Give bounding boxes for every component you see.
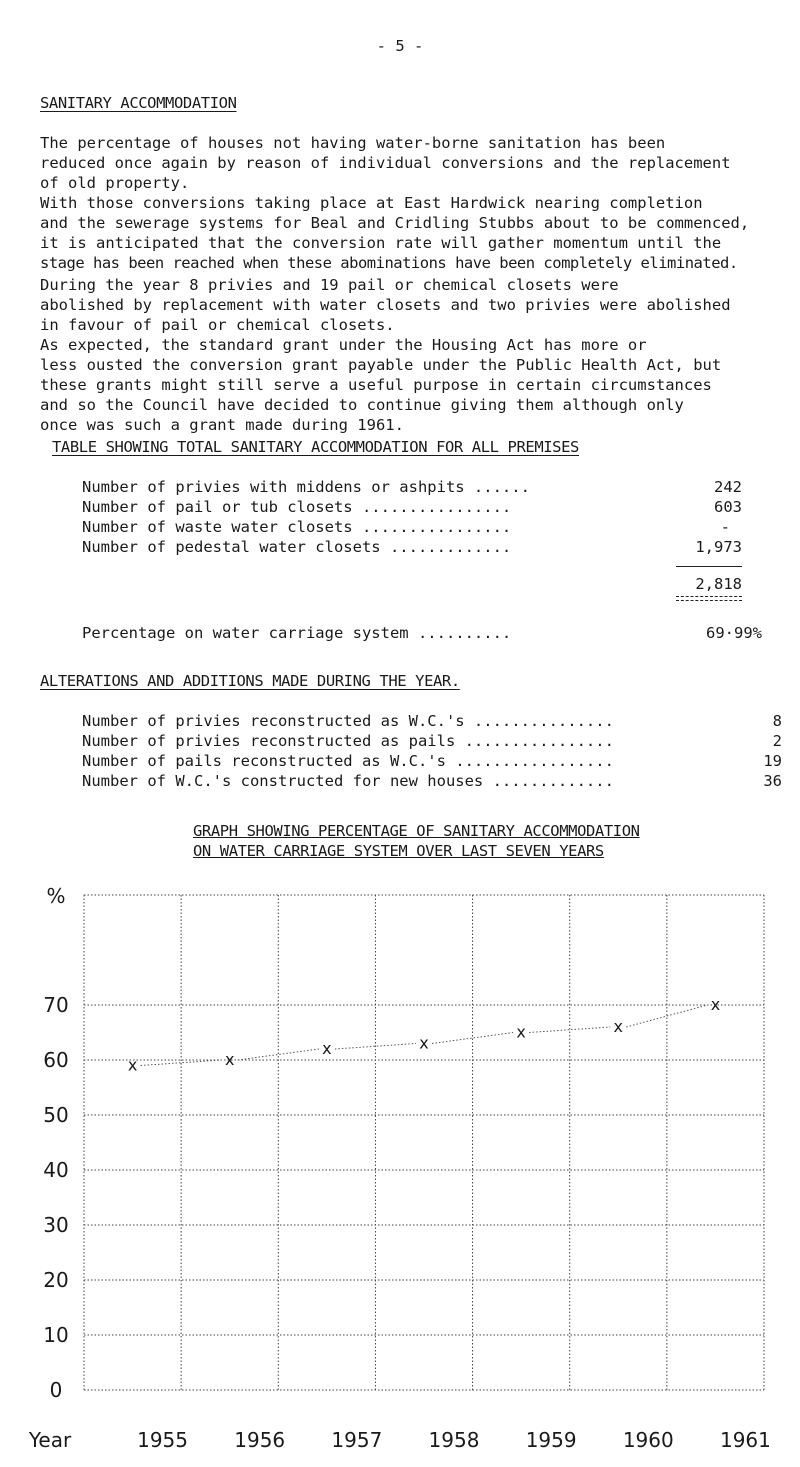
table-title: TABLE SHOWING TOTAL SANITARY ACCOMMODATION FOR ALL PREMISES	[52, 438, 579, 456]
y-tick-label: 40	[43, 1158, 69, 1182]
paragraph-line: it is anticipated that the conversion rate will gather momentum until the	[40, 234, 722, 252]
table-row-value: 242	[714, 478, 742, 496]
y-tick-label: 60	[43, 1048, 69, 1072]
percentage-graph	[0, 885, 800, 1465]
paragraph-line: these grants might still serve a useful purpose in certain circumstances	[40, 376, 712, 394]
paragraph-line: With those conversions taking place at East Hardwick nearing completion	[40, 194, 703, 212]
y-tick-label: 10	[43, 1323, 69, 1347]
x-tick-label: 1955	[137, 1428, 189, 1452]
table-total-value: 2,818	[695, 575, 742, 593]
paragraph-line: stage has been reached when these abominations have been completely eliminated.	[40, 254, 738, 272]
data-point-marker: x	[127, 1055, 138, 1075]
series-connector	[238, 1049, 319, 1060]
x-axis-label: Year	[28, 1428, 72, 1452]
x-tick-label: 1960	[622, 1428, 674, 1452]
data-point-marker: x	[613, 1017, 624, 1036]
paragraph-line: The percentage of houses not having water-borne sanitation has been	[40, 134, 666, 152]
y-tick-label: 0	[49, 1378, 63, 1402]
total-double-rule	[676, 596, 742, 601]
alteration-value: 36	[763, 772, 782, 790]
alterations-title: ALTERATIONS AND ADDITIONS MADE DURING THE YEAR.	[40, 672, 460, 690]
alteration-label: Number of pails reconstructed as W.C.'s .................	[82, 752, 614, 770]
paragraph-line: abolished by replacement with water closets and two privies were abolished	[40, 296, 731, 314]
table-row-value: 1,973	[695, 538, 742, 556]
paragraph-3	[40, 275, 770, 335]
y-tick-label: 30	[43, 1213, 69, 1237]
page-number: - 5 -	[376, 37, 424, 55]
y-tick-label: 50	[43, 1103, 69, 1127]
x-tick-label: 1959	[525, 1428, 577, 1452]
x-tick-label: 1961	[719, 1428, 771, 1452]
paragraph-line: of old property.	[40, 174, 190, 192]
series-connector	[432, 1033, 513, 1044]
paragraph-4	[40, 335, 770, 435]
alteration-value: 8	[772, 712, 782, 730]
data-point-marker: x	[516, 1022, 526, 1042]
alteration-value: 2	[772, 732, 782, 750]
x-tick-label: 1957	[331, 1428, 383, 1452]
data-point-marker: x	[710, 995, 721, 1014]
table-row-label: Number of privies with middens or ashpits ......	[82, 478, 530, 496]
paragraph-line: reduced once again by reason of individual conversions and the replacement	[40, 154, 731, 172]
graph-title-line-1: GRAPH SHOWING PERCENTAGE OF SANITARY ACCOMMODATION	[193, 822, 640, 840]
paragraph-line: less ousted the conversion grant payable under the Public Health Act, but	[40, 356, 722, 374]
x-tick-label: 1958	[428, 1428, 480, 1452]
paragraph-line: once was such a grant made during 1961.	[40, 416, 404, 434]
graph-title-line-2: ON WATER CARRIAGE SYSTEM OVER LAST SEVEN YEARS	[193, 842, 604, 860]
table-row-value: 603	[714, 498, 742, 516]
y-tick-label: 70	[43, 993, 69, 1017]
paragraph-2	[40, 193, 770, 273]
data-point-marker: x	[224, 1050, 235, 1069]
y-axis-unit-label: %	[46, 885, 66, 908]
percentage-label: Percentage on water carriage system ..........	[82, 624, 512, 642]
table-row-label: Number of waste water closets ................	[82, 518, 512, 536]
alteration-label: Number of W.C.'s constructed for new houses .............	[82, 772, 614, 790]
paragraph-line: and the sewerage systems for Beal and Cridling Stubbs about to be commenced,	[40, 214, 750, 232]
paragraph-1	[40, 133, 770, 193]
section-heading: SANITARY ACCOMMODATION	[40, 94, 237, 112]
total-rule	[676, 566, 742, 567]
data-point-marker: x	[419, 1033, 429, 1053]
paragraph-line: During the year 8 privies and 19 pail or chemical closets were	[40, 276, 619, 294]
paragraph-line: As expected, the standard grant under the Housing Act has more or	[40, 336, 647, 354]
y-tick-label: 20	[43, 1268, 69, 1292]
x-tick-label: 1956	[234, 1428, 286, 1452]
table-row-label: Number of pail or tub closets ................	[82, 498, 512, 516]
percentage-value: 69·99%	[706, 624, 762, 642]
alteration-label: Number of privies reconstructed as pails ................	[82, 732, 614, 750]
alteration-label: Number of privies reconstructed as W.C.'s ...............	[82, 712, 614, 730]
paragraph-line: in favour of pail or chemical closets.	[40, 316, 395, 334]
paragraph-line: and so the Council have decided to continue giving them although only	[40, 396, 684, 414]
table-row-label: Number of pedestal water closets .............	[82, 538, 512, 556]
data-point-marker: x	[322, 1039, 332, 1058]
alteration-value: 19	[763, 752, 782, 770]
table-row-value: -	[720, 518, 730, 536]
